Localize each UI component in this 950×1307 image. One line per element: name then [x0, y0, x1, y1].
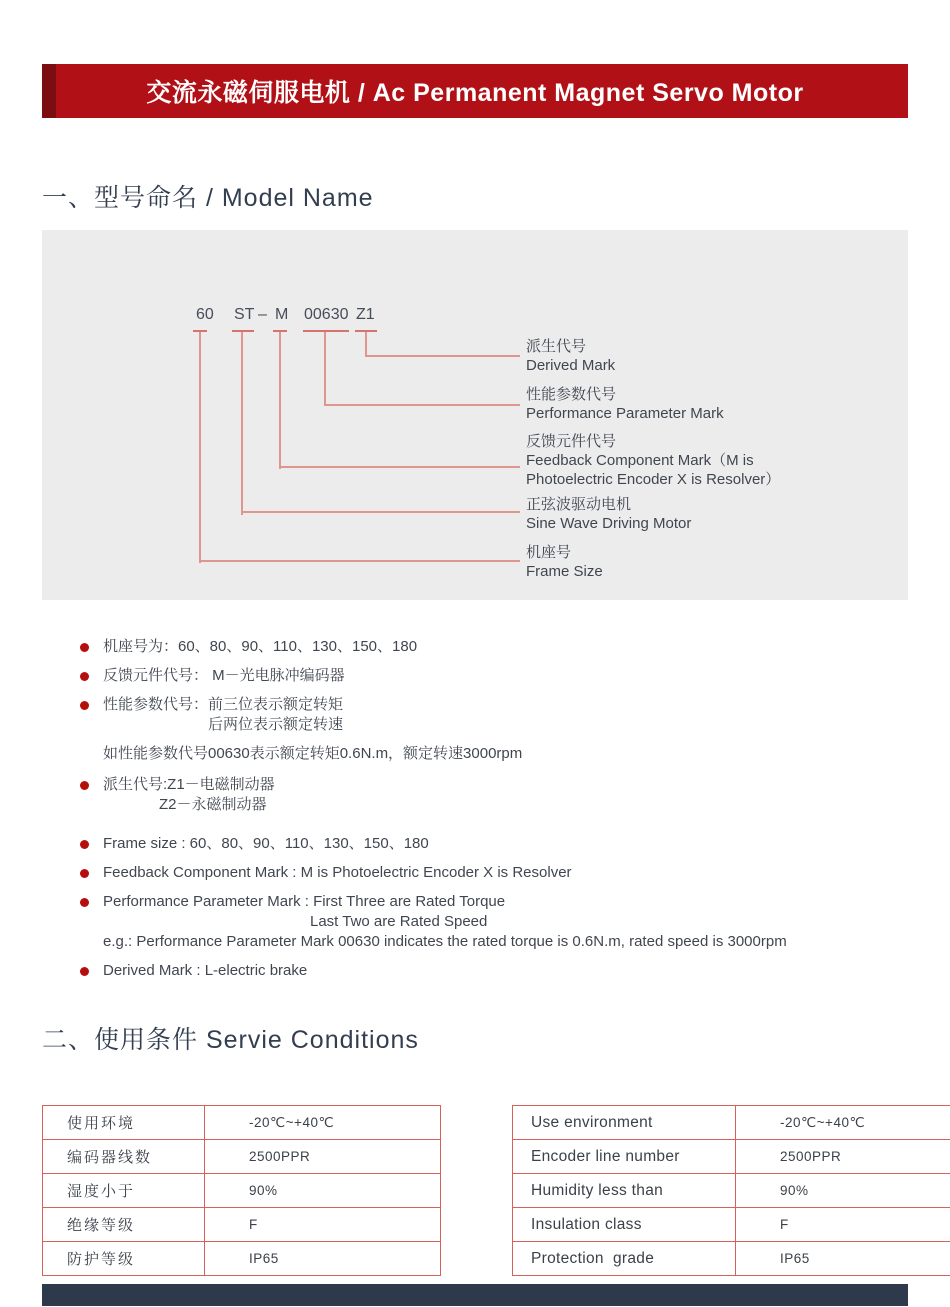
table-row — [43, 1106, 441, 1140]
label-sine-cn: 正弦波驱动电机 — [526, 496, 632, 513]
bullet-dot-icon — [80, 701, 89, 710]
note-text: Derived Mark : L-electric brake — [103, 962, 308, 979]
condition-label: Humidity less than — [513, 1174, 736, 1208]
tick-st — [232, 330, 254, 332]
note-text: Frame size : 60、80、90、110、130、150、180 — [103, 835, 429, 852]
condition-label: 绝缘等级 — [43, 1208, 205, 1242]
model-notes-cn — [74, 637, 914, 824]
label-sine-en: Sine Wave Driving Motor — [526, 515, 692, 532]
label-performance-cn: 性能参数代号 — [526, 386, 617, 403]
bullet-item — [74, 637, 914, 657]
condition-label: 湿度小于 — [43, 1174, 205, 1208]
note-text: 如性能参数代号00630表示额定转矩0.6N.m，额定转速3000rpm — [103, 745, 523, 762]
connector-feedback-horizontal — [279, 466, 520, 468]
section-2-heading: 二、使用条件 Servie Conditions — [42, 1026, 419, 1054]
bullet-item — [74, 961, 914, 981]
model-name-diagram — [42, 230, 908, 600]
section-1-heading: 一、型号命名 / Model Name — [42, 184, 374, 212]
condition-label: 防护等级 — [43, 1242, 205, 1276]
connector-derived-vertical — [365, 332, 367, 357]
connector-frame-size-horizontal — [199, 560, 520, 562]
bullet-item — [74, 863, 914, 883]
bullet-item — [74, 892, 914, 952]
condition-value: F — [736, 1208, 950, 1242]
connector-frame-size-vertical — [199, 332, 201, 563]
note-text: e.g.: Performance Parameter Mark 00630 indicates the rated torque is 0.6N.m, rated speed is 3000rpm — [103, 933, 787, 950]
note-text: Feedback Component Mark : M is Photoelectric Encoder X is Resolver — [103, 864, 572, 881]
table-row — [513, 1174, 950, 1208]
connector-sine-horizontal — [241, 511, 520, 513]
table-row — [43, 1208, 441, 1242]
bullet-dot-icon — [80, 869, 89, 878]
model-part-feedback: M — [275, 306, 289, 323]
condition-value: IP65 — [736, 1242, 950, 1276]
condition-value: -20℃~+40℃ — [736, 1106, 950, 1140]
tick-performance — [303, 330, 349, 332]
label-performance-mark — [526, 385, 724, 423]
label-sine-wave — [526, 495, 691, 533]
note-text: 后两位表示额定转速 — [208, 716, 344, 733]
condition-label: Encoder line number — [513, 1140, 736, 1174]
label-feedback-mark — [526, 432, 780, 489]
label-derived-cn: 派生代号 — [526, 338, 587, 355]
bullet-dot-icon — [80, 967, 89, 976]
bullet-dot-icon — [80, 781, 89, 790]
conditions-table-en — [512, 1105, 950, 1276]
connector-performance-horizontal — [324, 404, 520, 406]
label-performance-en: Performance Parameter Mark — [526, 405, 724, 422]
label-feedback-en2: Photoelectric Encoder X is Resolver） — [526, 471, 781, 488]
note-text: 反馈元件代号： M－光电脉冲编码器 — [103, 667, 345, 684]
condition-value: F — [205, 1208, 441, 1242]
condition-value: 90% — [736, 1174, 950, 1208]
bullet-item — [74, 775, 914, 815]
label-derived-mark — [526, 337, 615, 375]
model-part-dash: – — [258, 306, 267, 323]
note-line — [74, 744, 914, 764]
label-feedback-en: Feedback Component Mark（M is — [526, 452, 754, 469]
document-title: 交流永磁伺服电机 / Ac Permanent Magnet Servo Motor — [146, 79, 804, 107]
note-text: Z2－永磁制动器 — [159, 796, 267, 813]
condition-label: Use environment — [513, 1106, 736, 1140]
bullet-dot-icon — [80, 898, 89, 907]
connector-sine-vertical — [241, 332, 243, 515]
bullet-item — [74, 666, 914, 686]
footer-bar — [42, 1284, 908, 1306]
table-row — [43, 1140, 441, 1174]
condition-label: Protection grade — [513, 1242, 736, 1276]
condition-label: Insulation class — [513, 1208, 736, 1242]
condition-value: 2500PPR — [736, 1140, 950, 1174]
table-row — [513, 1140, 950, 1174]
condition-value: 2500PPR — [205, 1140, 441, 1174]
table-row — [513, 1208, 950, 1242]
bullet-dot-icon — [80, 643, 89, 652]
title-banner — [42, 64, 908, 118]
table-row — [513, 1106, 950, 1140]
connector-performance-vertical — [324, 332, 326, 406]
condition-value: -20℃~+40℃ — [205, 1106, 441, 1140]
note-text: 性能参数代号：前三位表示额定转矩 — [103, 696, 344, 713]
table-row — [43, 1174, 441, 1208]
note-text: 机座号为：60、80、90、110、130、150、180 — [103, 638, 418, 655]
conditions-table-cn — [42, 1105, 441, 1276]
bullet-dot-icon — [80, 672, 89, 681]
table-row — [43, 1242, 441, 1276]
note-text: 派生代号:Z1－电磁制动器 — [103, 776, 275, 793]
label-derived-en: Derived Mark — [526, 357, 616, 374]
label-frame-size — [526, 543, 603, 581]
model-part-derived: Z1 — [356, 306, 375, 323]
label-feedback-cn: 反馈元件代号 — [526, 433, 617, 450]
label-frame-en: Frame Size — [526, 563, 603, 580]
model-part-st: ST — [234, 306, 255, 323]
table-row — [513, 1242, 950, 1276]
model-part-performance: 00630 — [304, 306, 349, 323]
bullet-dot-icon — [80, 840, 89, 849]
condition-label: 编码器线数 — [43, 1140, 205, 1174]
note-text: Last Two are Rated Speed — [310, 913, 488, 930]
bullet-item — [74, 834, 914, 854]
connector-feedback-vertical — [279, 332, 281, 469]
bullet-item — [74, 695, 914, 735]
model-notes-en — [74, 834, 914, 990]
model-part-frame-size: 60 — [196, 306, 214, 323]
note-text: Performance Parameter Mark : First Three are Rated Torque — [103, 893, 506, 910]
condition-value: 90% — [205, 1174, 441, 1208]
label-frame-cn: 机座号 — [526, 544, 572, 561]
connector-derived-horizontal — [365, 355, 520, 357]
condition-value: IP65 — [205, 1242, 441, 1276]
condition-label: 使用环境 — [43, 1106, 205, 1140]
